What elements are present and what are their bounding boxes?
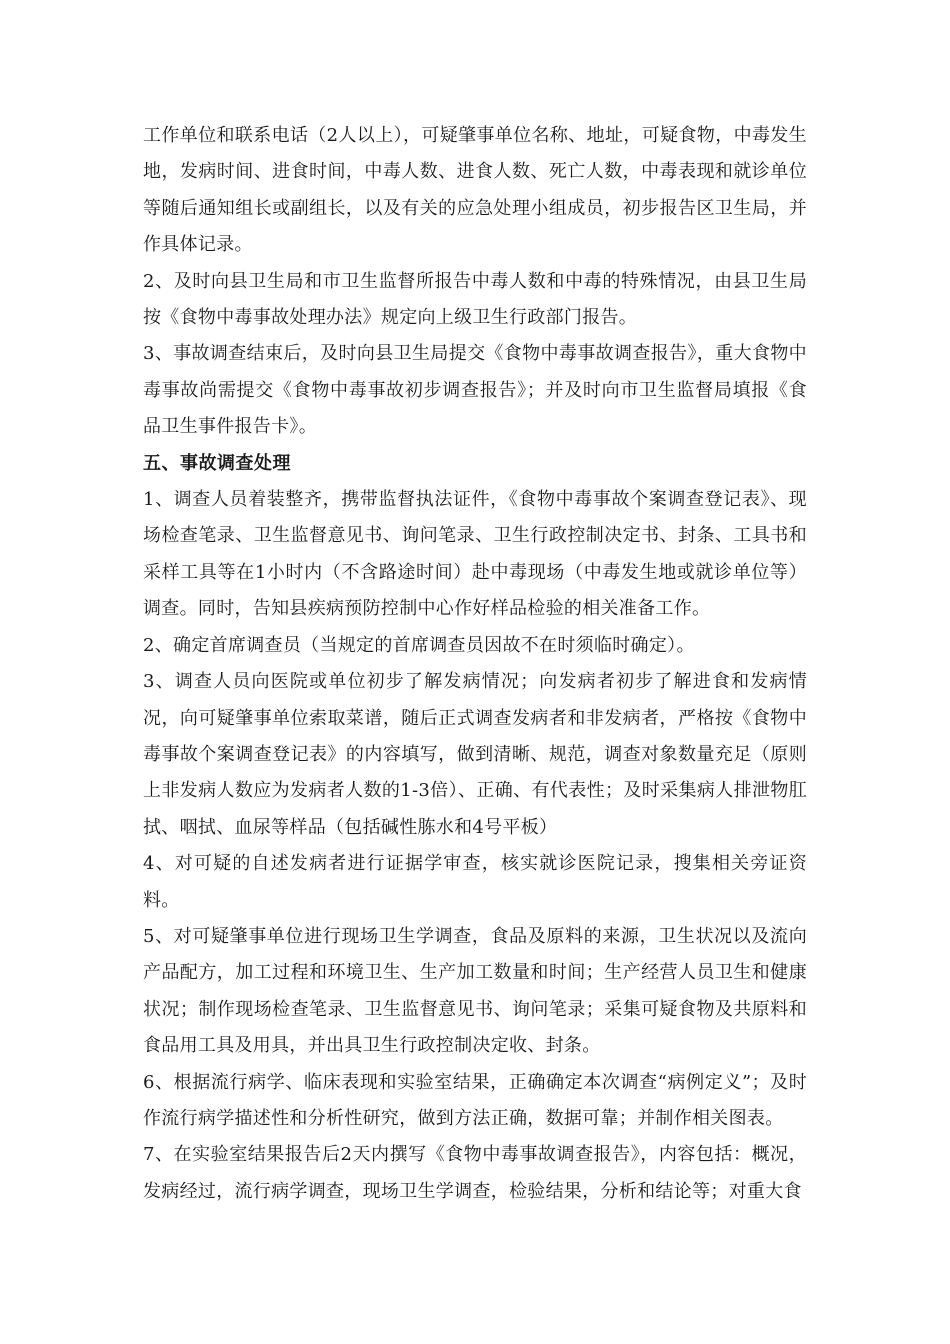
paragraph-site-hygiene: 5、对可疑肇事单位进行现场卫生学调查，食品及原料的来源，卫生状况以及流向产品配方，加工过程和环境卫生、生产加工数量和时间；生产经营人员卫生和健康状况；制作现场检查笔录、卫生监督意见书、询问笔录；采集可疑食物及共原料和食品用工具及用具，并出具卫生行政控制决定收、封条。 bbox=[143, 925, 807, 1057]
document-body bbox=[143, 118, 807, 1210]
paragraph-contact-info: 工作单位和联系电话（2人以上），可疑肇事单位名称、地址，可疑食物，中毒发生地，发病时间、进食时间，中毒人数、进食人数、死亡人数，中毒表现和就诊单位等随后通知组长或副组长，以及有关的应急处理小组成员，初步报告区卫生局，并作具体记录。 bbox=[143, 125, 807, 256]
paragraph-investigators: 1、调查人员着装整齐，携带监督执法证件，《食物中毒事故个案调查登记表》、现场检查笔录、卫生监督意见书、询问笔录、卫生行政控制决定书、封条、工具书和采样工具等在1小时内（不含路途时间）赴中毒现场（中毒发生地或就诊单位等）调查。同时，告知县疾病预防控制中心作好样品检验的相关准备工作。 bbox=[143, 489, 807, 620]
paragraph-report-county: 2、及时向县卫生局和市卫生监督所报告中毒人数和中毒的特殊情况，由县卫生局按《食物中毒事故处理办法》规定向上级卫生行政部门报告。 bbox=[143, 270, 807, 329]
section-heading: 五、事故调查处理 bbox=[143, 452, 291, 474]
paragraph-evidence-review: 4、对可疑的自述发病者进行证据学审查，核实就诊医院记录，搜集相关旁证资料。 bbox=[143, 853, 807, 911]
paragraph-final-report: 7、在实验室结果报告后2天内撰写《食物中毒事故调查报告》，内容包括：概况，发病经过，流行病学调查，现场卫生学调查，检验结果，分析和结论等；对重大食 bbox=[143, 1144, 807, 1202]
paragraph-submit-report: 3、事故调查结束后，及时向县卫生局提交《食物中毒事故调查报告》，重大食物中毒事故尚需提交《食物中毒事故初步调查报告》；并及时向市卫生监督局填报《食品卫生事件报告卡》。 bbox=[143, 343, 807, 438]
paragraph-initial-survey: 3、调查人员向医院或单位初步了解发病情况；向发病者初步了解进食和发病情况，向可疑肇事单位索取菜谱，随后正式调查发病者和非发病者，严格按《食物中毒事故个案调查登记表》的内容填写，做到清晰、规范，调查对象数量充足（原则上非发病人数应为发病者人数的1-3倍）、正确、有代表性；及时采集病人排泄物肛拭、咽拭、血尿等样品（包括碱性胨水和4号平板） bbox=[143, 671, 807, 838]
paragraph-chief-investigator: 2、确定首席调查员（当规定的首席调查员因故不在时须临时确定）。 bbox=[143, 634, 695, 656]
paragraph-case-definition: 6、根据流行病学、临床表现和实验室结果，正确确定本次调查“病例定义”；及时作流行病学描述性和分析性研究，做到方法正确，数据可靠；并制作相关图表。 bbox=[143, 1071, 807, 1129]
